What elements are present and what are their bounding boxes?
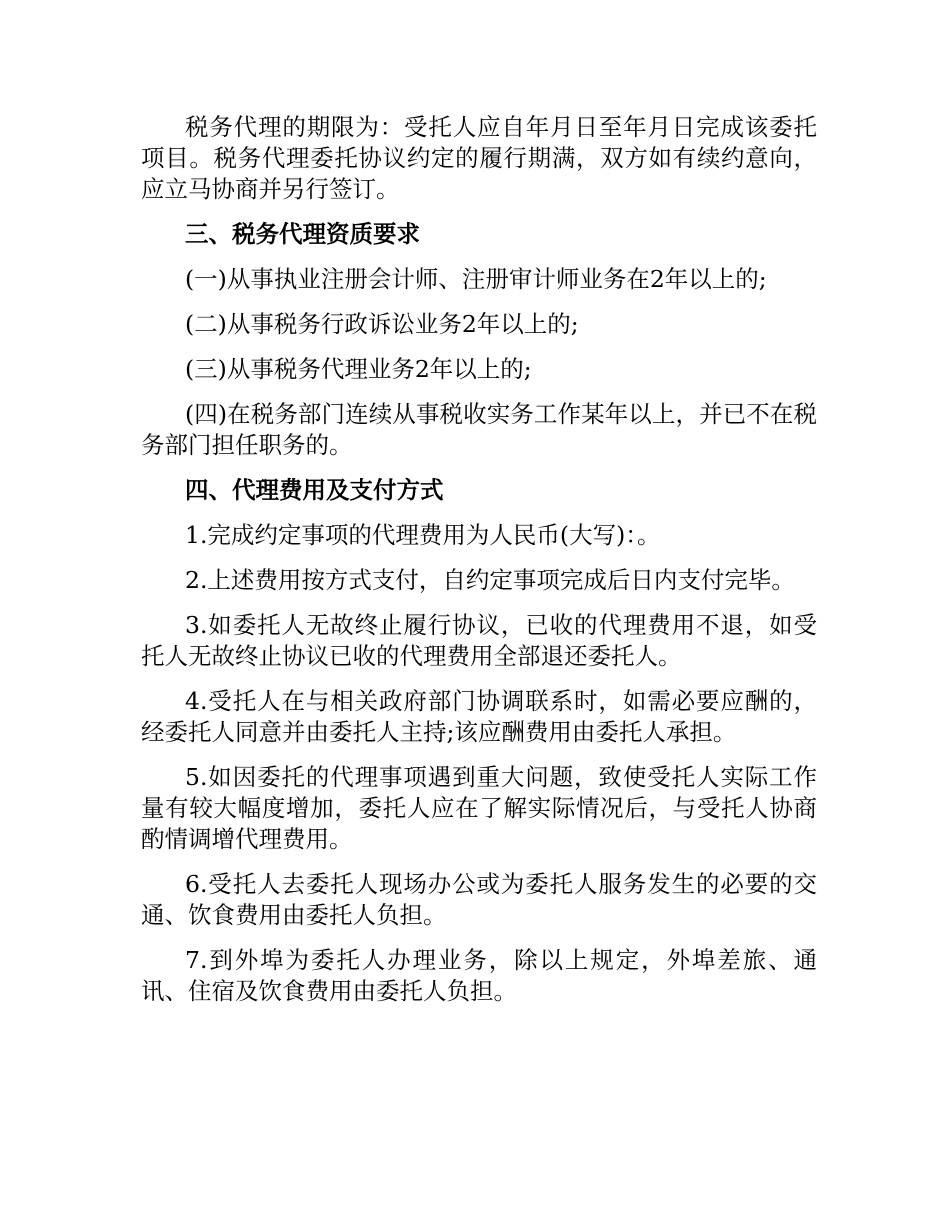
fee-item-6: 6.受托人去委托人现场办公或为委托人服务发生的必要的交通、饮食费用由委托人负担。 bbox=[141, 870, 817, 929]
qualification-item-1: (一)从事执业注册会计师、注册审计师业务在2年以上的; bbox=[185, 265, 767, 293]
fee-item-2: 2.上述费用按方式支付，自约定事项完成后日内支付完毕。 bbox=[185, 566, 795, 594]
fee-item-5: 5.如因委托的代理事项遇到重大问题，致使受托人实际工作量有较大幅度增加，委托人应在了解实际情况后，与受托人协商酌情调增代理费用。 bbox=[141, 763, 817, 853]
fee-item-4: 4.受托人在与相关政府部门协调联系时，如需必要应酬的，经委托人同意并由委托人主持;该应酬费用由委托人承担。 bbox=[141, 687, 817, 746]
section-heading-qualifications: 三、税务代理资质要求 bbox=[185, 220, 420, 248]
qualification-item-3: (三)从事税务代理业务2年以上的; bbox=[185, 355, 532, 383]
document-body bbox=[141, 112, 817, 1021]
term-paragraph: 税务代理的期限为：受托人应自年月日至年月日完成该委托项目。税务代理委托协议约定的履行期满，双方如有续约意向，应立马协商并另行签订。 bbox=[141, 113, 817, 203]
qualification-item-2: (二)从事税务行政诉讼业务2年以上的; bbox=[185, 310, 579, 338]
section-heading-fees: 四、代理费用及支付方式 bbox=[185, 476, 444, 504]
fee-item-7: 7.到外埠为委托人办理业务，除以上规定，外埠差旅、通讯、住宿及饮食费用由委托人负担。 bbox=[141, 946, 817, 1005]
fee-item-1: 1.完成约定事项的代理费用为人民币(大写)：。 bbox=[185, 521, 661, 549]
fee-item-3: 3.如委托人无故终止履行协议，已收的代理费用不退，如受托人无故终止协议已收的代理费用全部退还委托人。 bbox=[141, 611, 817, 670]
qualification-item-4: (四)在税务部门连续从事税收实务工作某年以上，并已不在税务部门担任职务的。 bbox=[141, 400, 817, 459]
